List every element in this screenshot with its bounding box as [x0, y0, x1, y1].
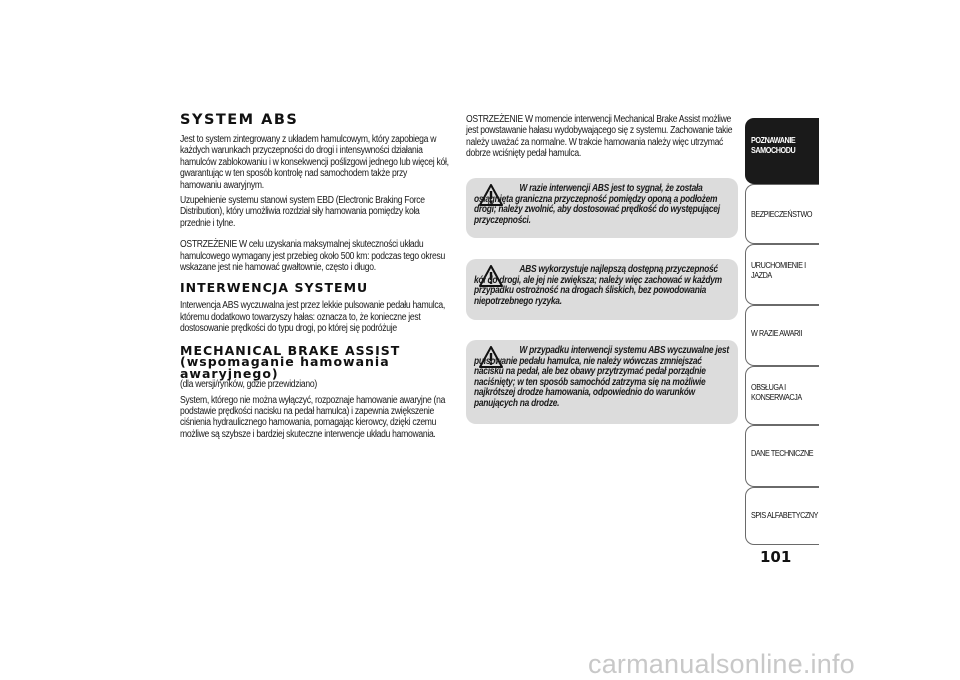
- tab-label: W RAZIE AWARII: [751, 328, 802, 338]
- paragraph-mba-description: System, którego nie można wyłączyć, rozpoznaje hamowanie awaryjne (na podstawie prędkości nacisku na pedał hamulca) i zapewnia zwiększenie ciśnienia hydraulicznego hamowania, pomagając kierowcy, dzięki czemu możliwe są szybsze i bardziej skuteczne interwencje układu hamowania.: [180, 394, 446, 440]
- tab-w-razie-awarii[interactable]: [745, 305, 819, 366]
- tab-label: OBSŁUGA I KONSERWACJA: [751, 382, 802, 402]
- paragraph-mba-warning: OSTRZEŻENIE W momencie interwencji Mechanical Brake Assist możliwe jest powstawanie hałasu wydobywającego się z systemu. Zachowanie takie należy uważać za normalne. W trakcie hamowania należy więc utrzymać dobrze wciśnięty pedał hamulca.: [466, 114, 733, 160]
- tab-label: URUCHOMIENIE I JAZDA: [751, 260, 806, 280]
- paragraph-abs-intro: Jest to system zintegrowany z układem hamulcowym, który zapobiega w każdych warunkach przyczepności do drogi i intensywności działania hamulców zablokowaniu i w konsekwencji poślizgowi jednego lub więcej kół, gwarantując w ten sposób kontrolę nad samochodem także przy hamowaniu awaryjnym.: [180, 134, 449, 191]
- tab-dane-techniczne[interactable]: [745, 425, 819, 487]
- paragraph-ebd: Uzupełnienie systemu stanowi system EBD (Electronic Braking Force Distribution), który umożliwia rozdział siły hamowania pomiędzy koła przednie i tylne.: [180, 195, 425, 229]
- warning-text-3: W przypadku interwencji systemu ABS wyczuwalne jest pulsowanie pedału hamulca, nie należy wówczas zmniejszać nacisku na pedał, ale bez obawy przytrzymać pedał porządnie naciśnięty; w ten sposób samochód zatrzyma się na możliwie najkrótszej drodze hamowania, odpowiednio do warunków panujących na drodze.: [474, 345, 729, 409]
- tab-label: SPIS ALFABETYCZNY: [751, 510, 819, 520]
- warning-text-1: W razie interwencji ABS jest to sygnał, że została osiągnięta graniczna przyczepność pomiędzy oponą a podłożem drogi; należy zwolnić, aby dostosować prędkość do występującej przyczepności.: [474, 183, 720, 226]
- warning-box-2: [466, 259, 738, 320]
- tab-poznawanie-samochodu[interactable]: [745, 118, 819, 184]
- tab-uruchomienie-i-jazda[interactable]: [745, 244, 819, 305]
- tab-obsluga-i-konserwacja[interactable]: [745, 366, 819, 425]
- heading-mechanical-brake-assist: MECHANICAL BRAKE ASSIST (wspomaganie hamowania awaryjnego): [180, 342, 401, 381]
- warning-text-2: ABS wykorzystuje najlepszą dostępną przyczepność kół do drogi, ale jej nie zwiększa; należy więc zachować w każdym przypadku ostrożność na drogach śliskich, bez powodowania niepotrzebnego ryzyka.: [474, 264, 722, 307]
- paragraph-versions-note: (dla wersji/rynków, gdzie przewidziano): [180, 379, 317, 391]
- tab-label: DANE TECHNICZNE: [751, 448, 814, 458]
- page-number: 101: [760, 548, 792, 566]
- watermark: carmanualsonline.info: [588, 649, 855, 679]
- right-column: [466, 114, 738, 164]
- heading-system-abs: SYSTEM ABS: [180, 112, 299, 128]
- tab-spis-alfabetyczny[interactable]: [745, 487, 819, 545]
- tab-bezpieczenstwo[interactable]: [745, 184, 819, 244]
- left-column: [180, 112, 450, 444]
- tab-label: POZNAWANIE SAMOCHODU: [751, 135, 796, 155]
- warning-box-3: [466, 340, 738, 424]
- warning-box-1: [466, 178, 738, 238]
- tab-label: BEZPIECZEŃSTWO: [751, 209, 813, 219]
- paragraph-warning-500km: OSTRZEŻENIE W celu uzyskania maksymalnej skuteczności układu hamulcowego wymagany jest przebieg około 500 km: podczas tego okresu wskazane jest nie hamować gwałtownie, często i długo.: [180, 239, 445, 274]
- heading-interwencja: INTERWENCJA SYSTEMU: [180, 280, 369, 296]
- paragraph-interwencja: Interwencja ABS wyczuwalna jest przez lekkie pulsowanie pedału hamulca, któremu dodatkowo towarzyszy hałas: oznacza to, że konieczne jest dostosowanie prędkości do typu drogi, po której się podróżuje: [180, 300, 445, 335]
